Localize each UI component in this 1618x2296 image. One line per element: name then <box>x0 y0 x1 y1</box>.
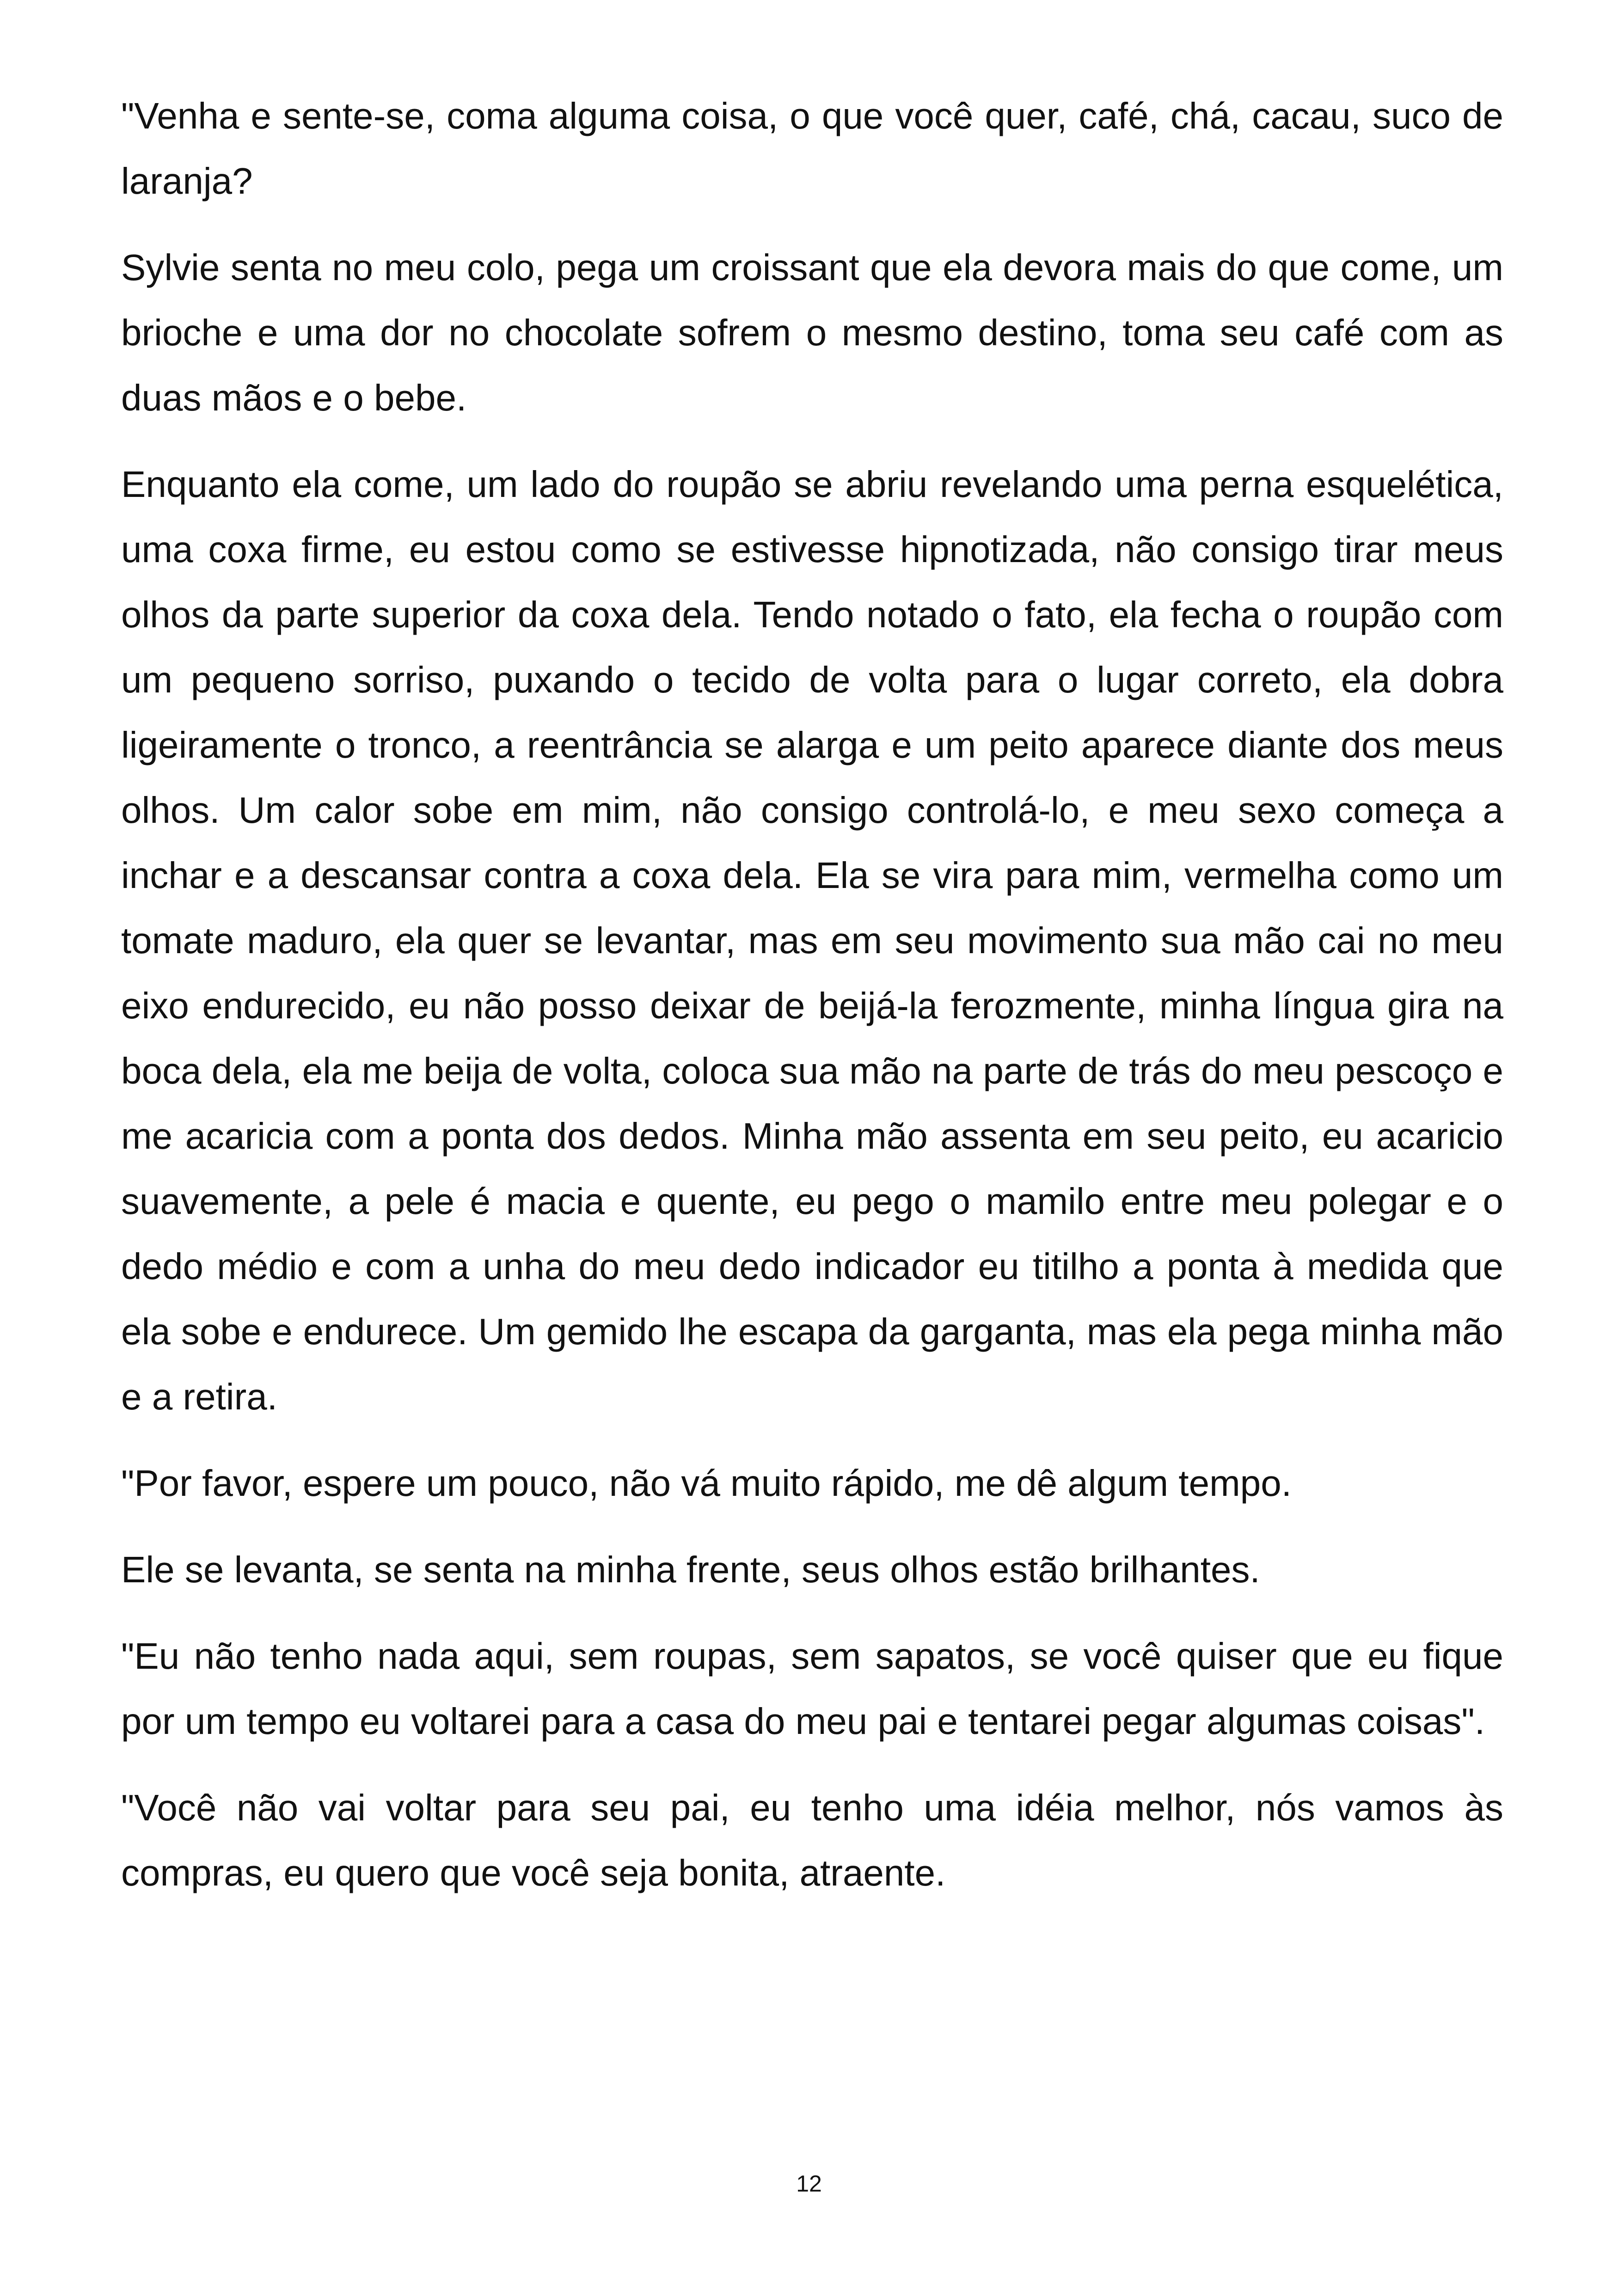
page-number: 12 <box>796 2171 822 2197</box>
paragraph: Ele se levanta, se senta na minha frente, seus olhos estão brilhantes. <box>121 1549 1260 1590</box>
paragraph: Sylvie senta no meu colo, pega um croissant que ela devora mais do que come, um brioche e uma dor no chocolate sofrem o mesmo destino, toma seu café com as duas mãos e o bebe. <box>121 247 1503 418</box>
body-text <box>121 83 1503 1927</box>
paragraph: "Por favor, espere um pouco, não vá muito rápido, me dê algum tempo. <box>121 1463 1292 1504</box>
paragraph: Enquanto ela come, um lado do roupão se abriu revelando uma perna esquelética, uma coxa firme, eu estou como se estivesse hipnotizada, não consigo tirar meus olhos da parte superior da coxa dela. Tendo notado o fato, ela fecha o roupão com um pequeno sorriso, puxando o tecido de volta para o lugar correto, ela dobra ligeiramente o tronco, a reentrância se alarga e um peito aparece diante dos meus olhos. Um calor sobe em mim, não consigo controlá-lo, e meu sexo começa a inchar e a descansar contra a coxa dela. Ela se vira para mim, vermelha como um tomate maduro, ela quer se levantar, mas em seu movimento sua mão cai no meu eixo endurecido, eu não posso deixar de beijá-la ferozmente, minha língua gira na boca dela, ela me beija de volta, coloca sua mão na parte de trás do meu pescoço e me acaricia com a ponta dos dedos. Minha mão assenta em seu peito, eu acaricio suavemente, a pele é macia e quente, eu pego o mamilo entre meu polegar e o dedo médio e com a unha do meu dedo indicador eu titilho a ponta à medida que ela sobe e endurece. Um gemido lhe escapa da garganta, mas ela pega minha mão e a retira. <box>121 464 1503 1417</box>
paragraph: "Você não vai voltar para seu pai, eu tenho uma idéia melhor, nós vamos às compras, eu quero que você seja bonita, atraente. <box>121 1787 1503 1893</box>
paragraph: "Venha e sente-se, coma alguma coisa, o que você quer, café, chá, cacau, suco de laranja? <box>121 95 1503 202</box>
paragraph: "Eu não tenho nada aqui, sem roupas, sem sapatos, se você quiser que eu fique por um tempo eu voltarei para a casa do meu pai e tentarei pegar algumas coisas". <box>121 1635 1503 1742</box>
